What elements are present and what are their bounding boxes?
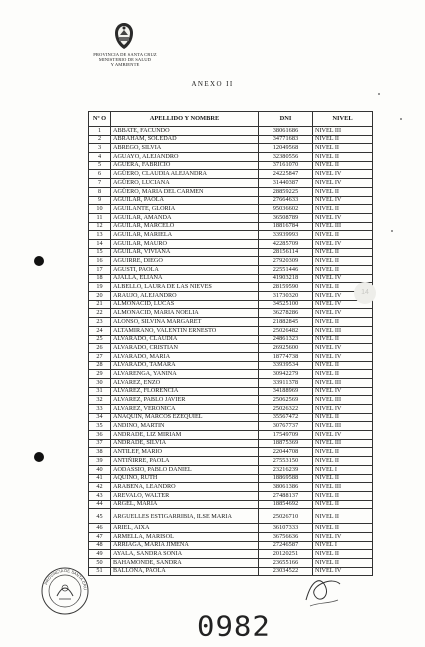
row-name: AGÜERO, LUCIANA <box>111 179 259 188</box>
row-number: 17 <box>89 266 111 275</box>
table-row <box>89 274 373 283</box>
row-level: NIVEL IV <box>313 309 373 318</box>
table-row <box>89 483 373 492</box>
row-number: 46 <box>89 524 111 533</box>
header-line-ministry: MINISTERIO DE SALUD <box>98 57 152 63</box>
row-number: 29 <box>89 370 111 379</box>
row-dni: 42285709 <box>259 239 313 248</box>
row-number: 42 <box>89 483 111 492</box>
row-level: NIVEL III <box>313 439 373 448</box>
row-level: NIVEL III <box>313 396 373 405</box>
row-level: NIVEL II <box>313 509 373 524</box>
row-dni: 25026482 <box>259 326 313 335</box>
table-row <box>89 559 373 568</box>
row-level: NIVEL IV <box>313 300 373 309</box>
row-name: ARAUJO, ALEJANDRO <box>111 292 259 301</box>
row-name: ALVAREZ, FLORENCIA <box>111 387 259 396</box>
annex-title: ANEXO II <box>191 80 234 88</box>
row-level: NIVEL II <box>313 413 373 422</box>
row-dni: 30942279 <box>259 370 313 379</box>
table-row <box>89 344 373 353</box>
page-corner-mark: 14 <box>354 282 376 304</box>
row-number: 48 <box>89 541 111 550</box>
row-dni: 36107333 <box>259 524 313 533</box>
row-name: ARIEL, AIXA <box>111 524 259 533</box>
row-level: NIVEL II <box>313 559 373 568</box>
row-number: 30 <box>89 378 111 387</box>
table-row <box>89 196 373 205</box>
table-row <box>89 127 373 136</box>
row-number: 6 <box>89 170 111 179</box>
row-dni: 25026322 <box>259 405 313 414</box>
row-level: NIVEL III <box>313 422 373 431</box>
row-level: NIVEL IV <box>313 170 373 179</box>
row-number: 45 <box>89 509 111 524</box>
row-number: 7 <box>89 179 111 188</box>
row-number: 35 <box>89 422 111 431</box>
row-dni: 30767737 <box>259 422 313 431</box>
row-number: 27 <box>89 352 111 361</box>
row-name: AGUILAR, MARIELA <box>111 231 259 240</box>
row-level: NIVEL IV <box>313 274 373 283</box>
row-number: 32 <box>89 396 111 405</box>
row-dni: 25026710 <box>259 509 313 524</box>
row-number: 33 <box>89 405 111 414</box>
header-line-ambiente: Y AMBIENTE <box>110 62 140 68</box>
row-name: ARMELLA, MARISOL <box>111 532 259 541</box>
table-row <box>89 550 373 559</box>
row-level: NIVEL IV <box>313 387 373 396</box>
row-number: 51 <box>89 567 111 576</box>
row-number: 3 <box>89 144 111 153</box>
row-number: 18 <box>89 274 111 283</box>
row-name: ANDINO, MARTIN <box>111 422 259 431</box>
row-number: 34 <box>89 413 111 422</box>
row-dni: 34771683 <box>259 135 313 144</box>
column-header-dni: DNI <box>259 112 313 127</box>
row-level: NIVEL II <box>313 161 373 170</box>
table-row <box>89 248 373 257</box>
row-number: 47 <box>89 532 111 541</box>
row-dni: 27553150 <box>259 457 313 466</box>
row-number: 26 <box>89 344 111 353</box>
row-dni: 34525100 <box>259 300 313 309</box>
row-level: NIVEL IV <box>313 567 373 576</box>
row-name: ALMONACID, MARIA NOELIA <box>111 309 259 318</box>
row-dni: 27246587 <box>259 541 313 550</box>
row-number: 28 <box>89 361 111 370</box>
row-level: NIVEL IV <box>313 239 373 248</box>
table-row <box>89 309 373 318</box>
column-header-name: APELLIDO Y NOMBRE <box>111 112 259 127</box>
table-row <box>89 413 373 422</box>
row-name: AGÜERO, MARIA DEL CARMEN <box>111 187 259 196</box>
scan-speck <box>400 118 402 120</box>
table-row <box>89 431 373 440</box>
row-name: AJALLA, ELIANA <box>111 274 259 283</box>
header-line-province: PROVINCIA DE SANTA CRUZ <box>93 52 157 57</box>
row-name: AYALA, SANDRA SONIA <box>111 550 259 559</box>
signature-flourish <box>302 570 344 612</box>
table-row <box>89 135 373 144</box>
table-row <box>89 500 373 509</box>
row-number: 15 <box>89 248 111 257</box>
table-row <box>89 205 373 214</box>
row-name: ABBATE, FACUNDO <box>111 127 259 136</box>
row-number: 40 <box>89 465 111 474</box>
table-row <box>89 283 373 292</box>
table-row <box>89 532 373 541</box>
row-dni: 23034522 <box>259 567 313 576</box>
row-dni: 38061686 <box>259 127 313 136</box>
row-name: AQUINO, RUTH <box>111 474 259 483</box>
row-level: NIVEL II <box>313 144 373 153</box>
row-name: ARABENA, LEANDRO <box>111 483 259 492</box>
row-number: 49 <box>89 550 111 559</box>
row-number: 24 <box>89 326 111 335</box>
row-level: NIVEL IV <box>313 344 373 353</box>
table-row <box>89 422 373 431</box>
row-number: 50 <box>89 559 111 568</box>
row-level: NIVEL III <box>313 378 373 387</box>
row-name: ANAQUIN, MARCOS EZEQUIEL <box>111 413 259 422</box>
row-name: ALBELLO, LAURA DE LAS NIEVES <box>111 283 259 292</box>
row-level: NIVEL IV <box>313 292 373 301</box>
row-level: NIVEL I <box>313 541 373 550</box>
row-number: 36 <box>89 431 111 440</box>
row-number: 37 <box>89 439 111 448</box>
row-name: ALVAREZ, ENZO <box>111 378 259 387</box>
row-name: AGUILANTE, GLORIA <box>111 205 259 214</box>
row-number: 39 <box>89 457 111 466</box>
table-row <box>89 524 373 533</box>
personnel-table <box>88 111 373 576</box>
row-name: ALVARENGA, YANINA <box>111 370 259 379</box>
seal-text: PROVINCIA DE SANTA CRU <box>43 567 89 591</box>
row-number: 22 <box>89 309 111 318</box>
row-dni: 27920309 <box>259 257 313 266</box>
row-level: NIVEL IV <box>313 213 373 222</box>
row-name: ARRIAGA, MARIA JIMENA <box>111 541 259 550</box>
row-number: 44 <box>89 500 111 509</box>
scan-speck <box>378 93 380 95</box>
row-name: ANTILEF, MARIO <box>111 448 259 457</box>
row-dni: 28159590 <box>259 283 313 292</box>
row-dni: 32380556 <box>259 153 313 162</box>
table-row <box>89 187 373 196</box>
row-dni: 18816784 <box>259 222 313 231</box>
row-dni: 26925600 <box>259 344 313 353</box>
row-name: ALMONACID, LUCAS <box>111 300 259 309</box>
row-dni: 24225847 <box>259 170 313 179</box>
table-row <box>89 231 373 240</box>
folio-stamp-number: 0982 <box>197 609 271 643</box>
row-level: NIVEL II <box>313 257 373 266</box>
row-level: NIVEL II <box>313 491 373 500</box>
row-dni: 33939993 <box>259 231 313 240</box>
row-level: NIVEL II <box>313 283 373 292</box>
row-dni: 34188969 <box>259 387 313 396</box>
table-row <box>89 405 373 414</box>
table-row <box>89 335 373 344</box>
row-dni: 33939534 <box>259 361 313 370</box>
table-body <box>89 127 373 576</box>
ministry-header <box>70 52 180 68</box>
table-row <box>89 179 373 188</box>
table-row <box>89 213 373 222</box>
row-name: ALVAREZ, PABLO JAVIER <box>111 396 259 405</box>
table-row <box>89 474 373 483</box>
table-row <box>89 541 373 550</box>
row-level: NIVEL II <box>313 524 373 533</box>
row-name: ALVAREZ, VERONICA <box>111 405 259 414</box>
table-row <box>89 370 373 379</box>
row-level: NIVEL III <box>313 326 373 335</box>
row-dni: 28859225 <box>259 187 313 196</box>
row-level: NIVEL IV <box>313 179 373 188</box>
row-name: ALVARADO, CRISTIAN <box>111 344 259 353</box>
table-row <box>89 396 373 405</box>
row-number: 21 <box>89 300 111 309</box>
row-number: 11 <box>89 213 111 222</box>
row-level: NIVEL II <box>313 335 373 344</box>
row-level: NIVEL III <box>313 127 373 136</box>
row-name: ANDRADE, SILVIA <box>111 439 259 448</box>
row-level: NIVEL III <box>313 222 373 231</box>
row-name: BAHAMONDE, SANDRA <box>111 559 259 568</box>
row-name: AODASSIO, PABLO DANIEL <box>111 465 259 474</box>
row-name: ANDRADE, LIZ MIRIAM <box>111 431 259 440</box>
table-row <box>89 239 373 248</box>
row-dni: 23655166 <box>259 559 313 568</box>
row-number: 8 <box>89 187 111 196</box>
official-seal-stamp <box>40 566 90 616</box>
binder-hole-top <box>34 256 44 266</box>
row-level: NIVEL II <box>313 135 373 144</box>
row-number: 10 <box>89 205 111 214</box>
table-row <box>89 378 373 387</box>
table-row <box>89 457 373 466</box>
table-row <box>89 439 373 448</box>
table-row <box>89 491 373 500</box>
row-level: NIVEL II <box>313 500 373 509</box>
row-level: NIVEL IV <box>313 532 373 541</box>
row-dni: 28156114 <box>259 248 313 257</box>
row-name: AGUILAR, PAOLA <box>111 196 259 205</box>
table-row <box>89 448 373 457</box>
table-row <box>89 352 373 361</box>
row-dni: 18854692 <box>259 500 313 509</box>
row-number: 31 <box>89 387 111 396</box>
table-row <box>89 144 373 153</box>
row-name: AGUILAR, AMANDA <box>111 213 259 222</box>
svg-text:PROVINCIA DE SANTA CRUZ <box>40 566 88 590</box>
row-number: 23 <box>89 318 111 327</box>
row-dni: 37161070 <box>259 161 313 170</box>
row-name: ARGEL, MARIA <box>111 500 259 509</box>
row-name: ARGUELLES ESTIGARRIBIA, ILSE MARIA <box>111 509 259 524</box>
row-dni: 18774738 <box>259 352 313 361</box>
row-number: 1 <box>89 127 111 136</box>
table-row <box>89 326 373 335</box>
row-level: NIVEL II <box>313 457 373 466</box>
row-number: 20 <box>89 292 111 301</box>
row-level: NIVEL I <box>313 465 373 474</box>
row-dni: 18875369 <box>259 439 313 448</box>
row-name: AGUAYO, ALEJANDRO <box>111 153 259 162</box>
row-number: 38 <box>89 448 111 457</box>
column-header-number: Nº O <box>89 112 111 127</box>
row-name: AGUILAR, MARCELO <box>111 222 259 231</box>
row-name: AGUILAR, VIVIANA <box>111 248 259 257</box>
row-level: NIVEL II <box>313 153 373 162</box>
row-name: ANTIÑIRRE, PAOLA <box>111 457 259 466</box>
row-dni: 31730320 <box>259 292 313 301</box>
table-row <box>89 292 373 301</box>
row-level: NIVEL II <box>313 205 373 214</box>
row-dni: 24861323 <box>259 335 313 344</box>
row-dni: 36278286 <box>259 309 313 318</box>
row-number: 4 <box>89 153 111 162</box>
row-name: AGUERA, FABRICIO <box>111 161 259 170</box>
row-name: AGUSTI, PAOLA <box>111 266 259 275</box>
row-level: NIVEL IV <box>313 405 373 414</box>
row-name: ABREGO, SILVIA <box>111 144 259 153</box>
row-name: ABRAHAM, SOLEDAD <box>111 135 259 144</box>
table-row <box>89 361 373 370</box>
row-dni: 36508789 <box>259 213 313 222</box>
row-name: ALVARADO, MARIA <box>111 352 259 361</box>
row-dni: 12049568 <box>259 144 313 153</box>
provincial-emblem-icon <box>113 22 135 50</box>
binder-hole-bottom <box>34 452 44 462</box>
row-level: NIVEL II <box>313 370 373 379</box>
row-level: NIVEL II <box>313 266 373 275</box>
table-row <box>89 300 373 309</box>
table-row <box>89 161 373 170</box>
row-number: 14 <box>89 239 111 248</box>
row-dni: 35567472 <box>259 413 313 422</box>
row-level: NIVEL II <box>313 550 373 559</box>
row-level: NIVEL II <box>313 474 373 483</box>
row-dni: 18869588 <box>259 474 313 483</box>
scan-speck <box>391 230 393 232</box>
row-dni: 27664633 <box>259 196 313 205</box>
row-name: ALVARADO, TAMARA <box>111 361 259 370</box>
row-name: AGUIRRE, DIEGO <box>111 257 259 266</box>
row-number: 2 <box>89 135 111 144</box>
row-dni: 41903218 <box>259 274 313 283</box>
row-level: NIVEL II <box>313 448 373 457</box>
row-number: 41 <box>89 474 111 483</box>
row-level: NIVEL IV <box>313 196 373 205</box>
row-name: AREVALO, WALTER <box>111 491 259 500</box>
row-number: 16 <box>89 257 111 266</box>
table-row <box>89 153 373 162</box>
row-number: 5 <box>89 161 111 170</box>
table-row <box>89 170 373 179</box>
row-dni: 22551446 <box>259 266 313 275</box>
row-number: 13 <box>89 231 111 240</box>
row-number: 9 <box>89 196 111 205</box>
row-dni: 31440387 <box>259 179 313 188</box>
row-dni: 27488137 <box>259 491 313 500</box>
row-level: NIVEL IV <box>313 431 373 440</box>
row-name: AGÜERO, CLAUDIA ALEJANDRA <box>111 170 259 179</box>
row-name: AGUILAR, MAURO <box>111 239 259 248</box>
table-row <box>89 509 373 524</box>
row-dni: 95036602 <box>259 205 313 214</box>
row-level: NIVEL II <box>313 361 373 370</box>
row-level: NIVEL II <box>313 318 373 327</box>
row-dni: 25062569 <box>259 396 313 405</box>
row-number: 43 <box>89 491 111 500</box>
row-number: 12 <box>89 222 111 231</box>
table-row <box>89 222 373 231</box>
row-dni: 23216239 <box>259 465 313 474</box>
row-level: NIVEL II <box>313 231 373 240</box>
row-dni: 20120251 <box>259 550 313 559</box>
row-dni: 33911378 <box>259 378 313 387</box>
row-level: NIVEL II <box>313 187 373 196</box>
table-row <box>89 266 373 275</box>
row-dni: 21882845 <box>259 318 313 327</box>
row-name: ALVARADO, CLAUDIA <box>111 335 259 344</box>
row-number: 25 <box>89 335 111 344</box>
row-number: 19 <box>89 283 111 292</box>
row-level: NIVEL IV <box>313 352 373 361</box>
table-row <box>89 387 373 396</box>
table-header-row <box>89 112 373 127</box>
table-row <box>89 318 373 327</box>
table-row <box>89 257 373 266</box>
row-level: NIVEL III <box>313 483 373 492</box>
row-dni: 22044708 <box>259 448 313 457</box>
row-name: BALLONA, PAOLA <box>111 567 259 576</box>
row-level: NIVEL II <box>313 248 373 257</box>
row-dni: 36756636 <box>259 532 313 541</box>
column-header-level: NIVEL <box>313 112 373 127</box>
row-dni: 38061386 <box>259 483 313 492</box>
row-name: ALTAMIRANO, VALENTIN ERNESTO <box>111 326 259 335</box>
row-dni: 17549709 <box>259 431 313 440</box>
row-name: ALONSO, SILVINA MARGARET <box>111 318 259 327</box>
table-row <box>89 465 373 474</box>
